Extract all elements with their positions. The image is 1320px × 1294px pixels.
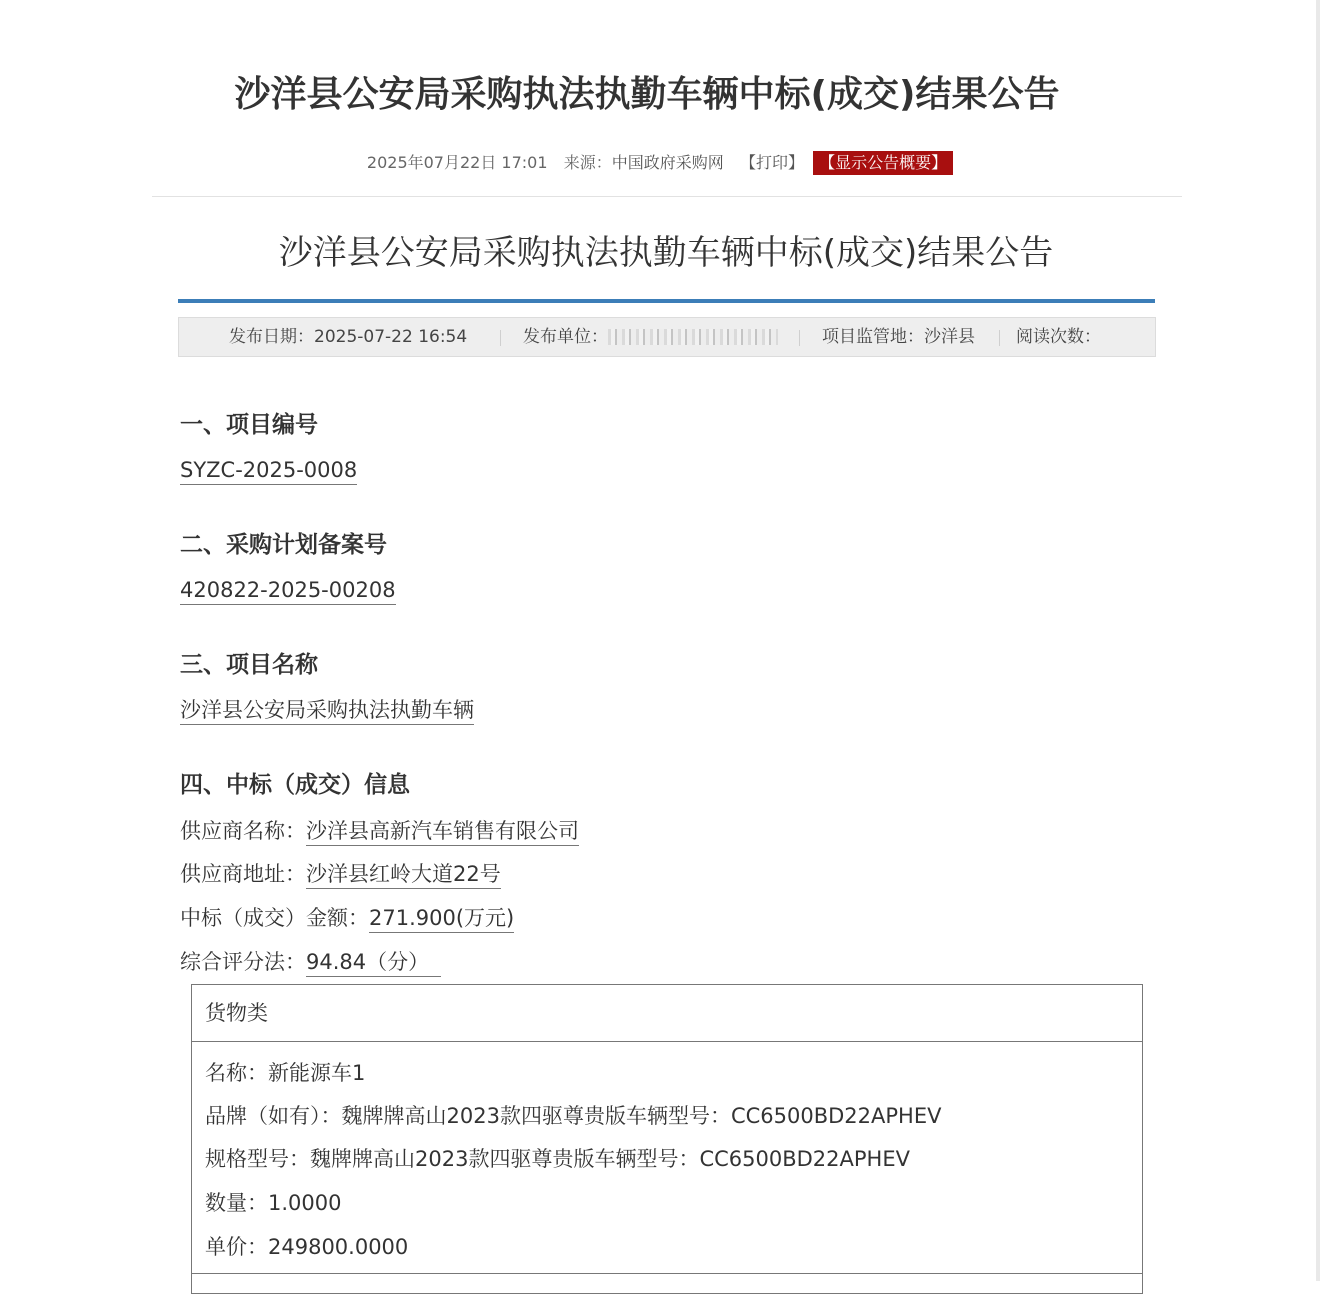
plan-number-value: 420822-2025-00208: [180, 576, 396, 605]
supplier-address-value: 沙洋县红岭大道22号: [306, 860, 501, 889]
award-amount-row: [180, 903, 514, 933]
page-title: 沙洋县公安局采购执法执勤车辆中标(成交)结果公告: [234, 74, 1060, 115]
publisher-label: 发布单位：: [523, 327, 608, 347]
goods-quantity: 数量：1.0000: [205, 1191, 342, 1215]
supplier-name-value: 沙洋县高新汽车销售有限公司: [306, 817, 579, 846]
goods-name: 名称：新能源车1: [205, 1061, 366, 1085]
source-label: 来源：: [563, 153, 612, 172]
article-title: 沙洋县公安局采购执法执勤车辆中标(成交)结果公告: [278, 233, 1054, 273]
info-bar: [178, 317, 1156, 357]
section-project-number: [180, 410, 357, 485]
project-region: 项目监管地：沙洋县: [822, 327, 975, 347]
award-amount-value: 271.900(万元): [369, 904, 514, 933]
article-meta: [0, 150, 1320, 175]
section-heading: 一、项目编号: [180, 412, 318, 438]
source-link[interactable]: 中国政府采购网: [611, 153, 724, 172]
project-name-value: 沙洋县公安局采购执法执勤车辆: [180, 696, 474, 725]
divider: [152, 196, 1182, 197]
scrollbar-track[interactable]: [1316, 0, 1320, 1281]
goods-table: [191, 984, 1143, 1294]
score-label: 综合评分法：: [180, 950, 306, 974]
goods-category: 货物类: [192, 985, 1142, 1042]
goods-model: 规格型号：魏牌牌高山2023款四驱尊贵版车辆型号：CC6500BD22APHEV: [205, 1147, 910, 1171]
publisher-redacted: [608, 329, 778, 345]
title-underline: [178, 299, 1155, 303]
supplier-address-label: 供应商地址：: [180, 862, 306, 886]
show-summary-button[interactable]: 【显示公告概要】: [813, 151, 953, 175]
section-award-info: [180, 770, 410, 800]
goods-brand: 品牌（如有）：魏牌牌高山2023款四驱尊贵版车辆型号：CC6500BD22APHEV: [205, 1104, 942, 1128]
publisher: [523, 318, 778, 356]
section-plan-number: [180, 530, 396, 605]
section-heading: 三、项目名称: [180, 652, 318, 678]
print-button[interactable]: 【打印】: [739, 153, 804, 172]
score-row: [180, 947, 441, 977]
project-number-value: SYZC-2025-0008: [180, 456, 357, 485]
supplier-address-row: [180, 859, 501, 889]
score-value: 94.84（分）: [306, 948, 441, 977]
section-project-name: [180, 650, 474, 725]
goods-row-divider: [192, 1273, 1142, 1274]
publish-datetime: 2025年07月22日 17:01: [366, 153, 548, 172]
section-heading: 四、中标（成交）信息: [180, 772, 410, 798]
section-heading: 二、采购计划备案号: [180, 532, 387, 558]
read-count: 阅读次数：: [1016, 327, 1101, 347]
supplier-name-label: 供应商名称：: [180, 819, 306, 843]
supplier-name-row: [180, 816, 579, 846]
publish-date: 发布日期：2025-07-22 16:54: [229, 327, 468, 347]
goods-unit-price: 单价：249800.0000: [205, 1235, 409, 1259]
award-amount-label: 中标（成交）金额：: [180, 906, 369, 930]
